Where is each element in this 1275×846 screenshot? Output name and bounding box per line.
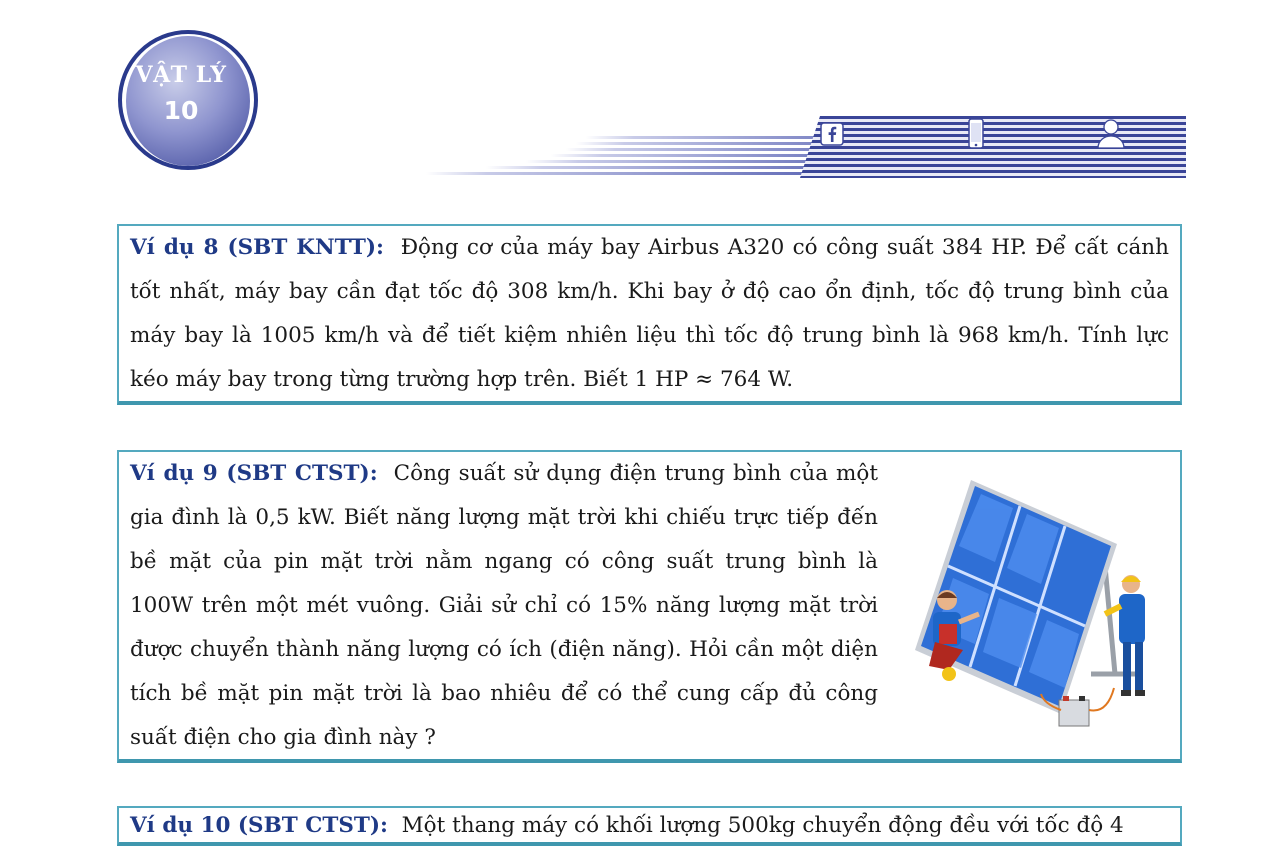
example-10-box	[117, 806, 1182, 846]
example-8-box	[117, 224, 1182, 405]
example-9-text: Công suất sử dụng điện trung bình của một gia đình là 0,5 kW. Biết năng lượng mặt trời khi chiếu trực tiếp đến bề mặt của pin mặt trời nằm ngang có công suất trung bình là 100W trên một mét vuông. Giải sử chỉ có 15% năng lượng mặt trời được chuyển thành năng lượng có ích (điện năng). Hỏi cần một diện tích bề mặt pin mặt trời là bao nhiêu để có thể cung cấp đủ công suất điện cho gia đình này ?	[130, 461, 879, 750]
example-10-text: Một thang máy có khối lượng 500kg chuyển động đều với tốc độ 4	[401, 813, 1124, 838]
header-icon-panel	[800, 116, 1186, 178]
page-header	[0, 0, 1275, 200]
example-10-paragraph	[130, 808, 1169, 844]
example-9-box	[117, 450, 1182, 763]
example-10-label: Ví dụ 10 (SBT CTST):	[130, 813, 388, 838]
grade-number: 10	[163, 96, 199, 125]
example-8-label: Ví dụ 8 (SBT KNTT):	[130, 235, 384, 260]
phone-icon[interactable]	[966, 118, 986, 150]
example-8-paragraph	[130, 226, 1169, 402]
header-stripes	[196, 116, 1186, 178]
subject-title: VẬT LÝ	[135, 62, 227, 88]
example-9-label: Ví dụ 9 (SBT CTST):	[130, 461, 378, 486]
solar-panel-illustration	[909, 474, 1149, 734]
user-icon[interactable]	[1096, 118, 1126, 150]
example-9-paragraph	[130, 452, 878, 760]
example-8-text: Động cơ của máy bay Airbus A320 có công suất 384 HP. Để cất cánh tốt nhất, máy bay cần đạt tốc độ 308 km/h. Khi bay ở độ cao ổn định, tốc độ trung bình của máy bay là 1005 km/h và để tiết kiệm nhiên liệu thì tốc độ trung bình là 968 km/h. Tính lực kéo máy bay trong từng trường hợp trên. Biết 1 HP ≈ 764 W.	[130, 235, 1170, 392]
facebook-icon[interactable]	[820, 122, 844, 146]
